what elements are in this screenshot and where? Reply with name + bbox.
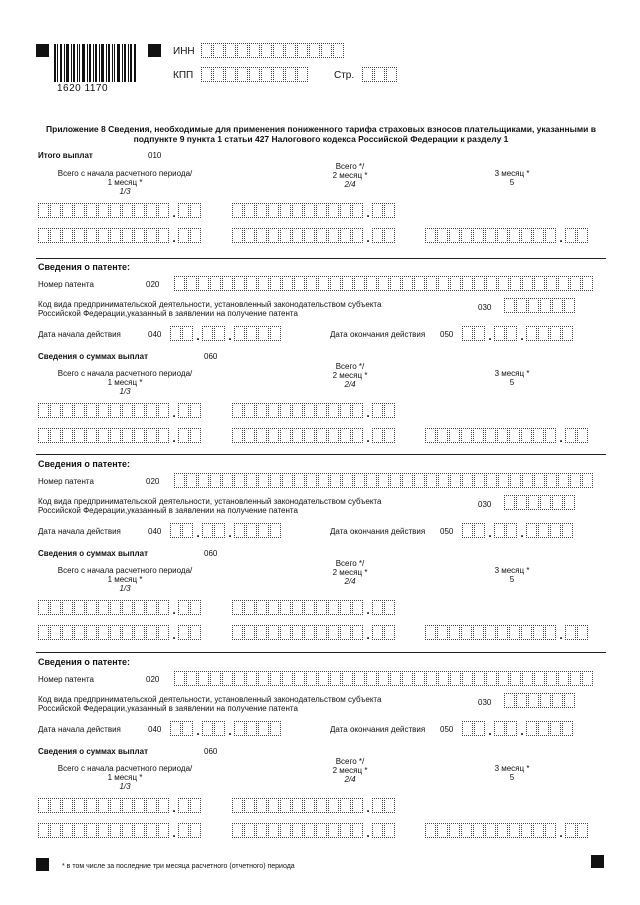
inn-field[interactable] <box>201 43 345 58</box>
start-date-label: Дата начала действия <box>38 725 121 734</box>
decimal-point: . <box>172 628 176 642</box>
barcode <box>54 44 136 82</box>
start-date-label: Дата начала действия <box>38 527 121 536</box>
decimal-point: . <box>559 431 563 445</box>
amount-col3-row2[interactable] <box>425 227 589 243</box>
column-header-2-line1: Всего */ <box>335 559 365 568</box>
amount-col1-row1[interactable] <box>38 599 202 615</box>
divider <box>36 454 606 455</box>
column-header-2 <box>280 362 420 389</box>
column-header-1 <box>40 764 210 791</box>
column-header-2-line2: 2 месяц * <box>332 371 368 380</box>
start-date-field[interactable]: . . <box>170 522 282 538</box>
registration-marker-top-center <box>148 44 161 57</box>
amount-col2-row2[interactable] <box>232 427 396 443</box>
amount-col1-row2[interactable] <box>38 427 202 443</box>
amount-col2-row1[interactable] <box>232 402 396 418</box>
decimal-point: . <box>172 801 176 815</box>
decimal-point: . <box>559 826 563 840</box>
column-header-2-line2: 2 месяц * <box>332 171 368 180</box>
decimal-point: . <box>366 231 370 245</box>
column-header-3 <box>462 764 562 782</box>
registration-marker-bottom-right <box>591 855 604 868</box>
patent-number-field[interactable] <box>174 473 594 488</box>
decimal-point: . <box>172 406 176 420</box>
payments-code: 060 <box>204 352 218 361</box>
column-header-1-line2: 1 месяц * <box>107 575 143 584</box>
column-header-2-line2: 2 месяц * <box>332 568 368 577</box>
column-header-3-line2: 5 <box>509 378 515 387</box>
column-header-1-line2: 1 месяц * <box>107 378 143 387</box>
kpp-label: КПП <box>173 70 194 81</box>
divider <box>36 258 606 259</box>
amount-col1-row2[interactable] <box>38 822 202 838</box>
column-header-3 <box>462 369 562 387</box>
decimal-point: . <box>172 826 176 840</box>
amount-col3-row2[interactable] <box>425 624 589 640</box>
end-date-field[interactable]: . . <box>462 325 574 341</box>
activity-code-label-1: Код вида предпринимательской деятельности, установленный законодательством субъекта <box>38 695 382 704</box>
column-header-1-line2: 1 месяц * <box>107 773 143 782</box>
end-date-label: Дата окончания действия <box>330 330 426 339</box>
column-header-2-line3: 2/4 <box>344 577 356 586</box>
column-header-1 <box>40 566 210 593</box>
end-date-code: 050 <box>440 527 454 536</box>
column-header-1-line1: Всего с начала расчетного периода/ <box>57 369 193 378</box>
totals-code: 010 <box>148 151 162 160</box>
end-date-code: 050 <box>440 725 454 734</box>
column-header-1-line3: 1/3 <box>119 387 131 396</box>
decimal-point: . <box>172 231 176 245</box>
activity-code-field[interactable] <box>504 495 576 510</box>
decimal-point: . <box>366 431 370 445</box>
end-date-field[interactable]: . . <box>462 522 574 538</box>
column-header-1-line2: 1 месяц * <box>107 178 143 187</box>
column-header-1-line1: Всего с начала расчетного периода/ <box>57 169 193 178</box>
column-header-1-line1: Всего с начала расчетного периода/ <box>57 764 193 773</box>
amount-col2-row1[interactable] <box>232 797 396 813</box>
column-header-1-line3: 1/3 <box>119 782 131 791</box>
column-header-3-line1: 3 месяц * <box>494 764 530 773</box>
decimal-point: . <box>366 406 370 420</box>
amount-col2-row1[interactable] <box>232 599 396 615</box>
column-header-1-line1: Всего с начала расчетного периода/ <box>57 566 193 575</box>
column-header-2 <box>280 162 420 189</box>
form-title: Приложение 8 Сведения, необходимые для применения пониженного тарифа страховых взносов плательщиками, указанными в подпункте 9 пункта 1 статьи 427 Налогового кодекса Российской Федерации к разделу 1 <box>46 124 596 144</box>
payments-section-title: Сведения о суммах выплат <box>38 352 148 361</box>
decimal-point: . <box>172 603 176 617</box>
activity-code-code: 030 <box>478 303 492 312</box>
patent-number-label: Номер патента <box>38 280 94 289</box>
decimal-point: . <box>559 628 563 642</box>
column-header-1 <box>40 169 210 196</box>
amount-col2-row2[interactable] <box>232 624 396 640</box>
column-header-3 <box>462 566 562 584</box>
activity-code-label-2: Российской Федерации,указанный в заявлении на получение патента <box>38 704 298 713</box>
patent-number-code: 020 <box>146 675 160 684</box>
amount-col1-row2[interactable] <box>38 227 202 243</box>
patent-number-code: 020 <box>146 477 160 486</box>
decimal-point: . <box>172 206 176 220</box>
payments-code: 060 <box>204 549 218 558</box>
amount-col1-row1[interactable] <box>38 202 202 218</box>
column-header-2-line1: Всего */ <box>335 757 365 766</box>
column-header-3-line1: 3 месяц * <box>494 169 530 178</box>
patent-number-label: Номер патента <box>38 477 94 486</box>
amount-col3-row2[interactable] <box>425 427 589 443</box>
start-date-code: 040 <box>148 527 162 536</box>
column-header-1-line3: 1/3 <box>119 584 131 593</box>
page-number-field[interactable] <box>362 67 398 82</box>
decimal-point: . <box>366 826 370 840</box>
decimal-point: . <box>366 206 370 220</box>
activity-code-code: 030 <box>478 500 492 509</box>
activity-code-field[interactable] <box>504 693 576 708</box>
amount-col1-row2[interactable] <box>38 624 202 640</box>
end-date-field[interactable]: . . <box>462 720 574 736</box>
activity-code-field[interactable] <box>504 298 576 313</box>
activity-code-code: 030 <box>478 698 492 707</box>
decimal-point: . <box>559 231 563 245</box>
column-header-3-line1: 3 месяц * <box>494 369 530 378</box>
decimal-point: . <box>366 628 370 642</box>
column-header-3-line2: 5 <box>509 773 515 782</box>
column-header-3-line1: 3 месяц * <box>494 566 530 575</box>
column-header-2-line3: 2/4 <box>344 380 356 389</box>
payments-code: 060 <box>204 747 218 756</box>
column-header-2 <box>280 559 420 586</box>
decimal-point: . <box>366 801 370 815</box>
activity-code-label-2: Российской Федерации,указанный в заявлении на получение патента <box>38 506 298 515</box>
payments-section-title: Сведения о суммах выплат <box>38 549 148 558</box>
barcode-number: 1620 1170 <box>57 83 109 94</box>
inn-label: ИНН <box>173 46 195 57</box>
patent-number-label: Номер патента <box>38 675 94 684</box>
column-header-2-line3: 2/4 <box>344 180 356 189</box>
activity-code-label-1: Код вида предпринимательской деятельности, установленный законодательством субъекта <box>38 300 382 309</box>
amount-col2-row2[interactable] <box>232 227 396 243</box>
patent-number-code: 020 <box>146 280 160 289</box>
start-date-code: 040 <box>148 330 162 339</box>
end-date-label: Дата окончания действия <box>330 725 426 734</box>
decimal-point: . <box>366 603 370 617</box>
start-date-field[interactable]: . . <box>170 325 282 341</box>
activity-code-label-2: Российской Федерации,указанный в заявлении на получение патента <box>38 309 298 318</box>
amount-col3-row2[interactable] <box>425 822 589 838</box>
totals-label: Итого выплат <box>38 151 93 160</box>
column-header-2-line3: 2/4 <box>344 775 356 784</box>
activity-code-label-1: Код вида предпринимательской деятельности, установленный законодательством субъекта <box>38 497 382 506</box>
column-header-3 <box>462 169 562 187</box>
amount-col1-row1[interactable] <box>38 402 202 418</box>
payments-section-title: Сведения о суммах выплат <box>38 747 148 756</box>
start-date-code: 040 <box>148 725 162 734</box>
column-header-3-line2: 5 <box>509 178 515 187</box>
column-header-2-line1: Всего */ <box>335 162 365 171</box>
decimal-point: . <box>172 431 176 445</box>
end-date-label: Дата окончания действия <box>330 527 426 536</box>
column-header-1-line3: 1/3 <box>119 187 131 196</box>
page-label: Стр. <box>334 70 355 81</box>
patent-section-title: Сведения о патенте: <box>38 459 131 469</box>
registration-marker-top-left <box>36 44 49 57</box>
footnote: * в том числе за последние три месяца расчетного (отчетного) периода <box>62 863 295 870</box>
registration-marker-bottom-left <box>36 858 49 871</box>
start-date-field[interactable]: . . <box>170 720 282 736</box>
end-date-code: 050 <box>440 330 454 339</box>
patent-section-title: Сведения о патенте: <box>38 657 131 667</box>
column-header-2 <box>280 757 420 784</box>
patent-number-field[interactable] <box>174 276 594 291</box>
kpp-field[interactable] <box>201 67 309 82</box>
amount-col1-row1[interactable] <box>38 797 202 813</box>
column-header-1 <box>40 369 210 396</box>
divider <box>36 652 606 653</box>
patent-section-title: Сведения о патенте: <box>38 262 131 272</box>
amount-col2-row2[interactable] <box>232 822 396 838</box>
amount-col2-row1[interactable] <box>232 202 396 218</box>
patent-number-field[interactable] <box>174 671 594 686</box>
column-header-2-line2: 2 месяц * <box>332 766 368 775</box>
column-header-2-line1: Всего */ <box>335 362 365 371</box>
column-header-3-line2: 5 <box>509 575 515 584</box>
start-date-label: Дата начала действия <box>38 330 121 339</box>
